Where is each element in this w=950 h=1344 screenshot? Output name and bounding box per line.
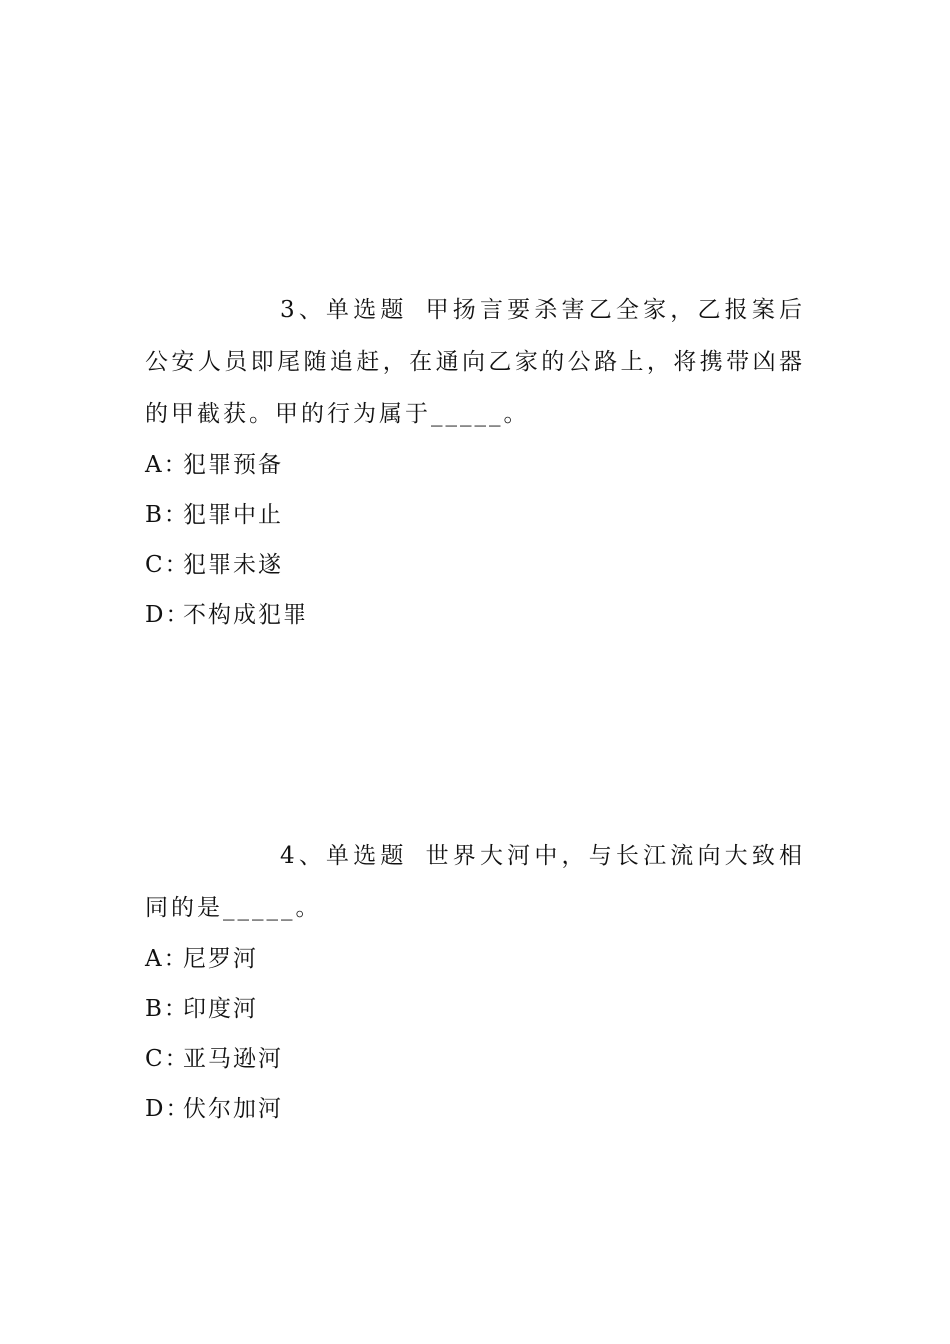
question-text: 世界大河中，与长江流向大致相同的是_____。 (145, 843, 806, 921)
option-letter: B： (145, 996, 189, 1022)
option-a (145, 440, 805, 490)
question-3 (145, 284, 805, 640)
question-text: 甲扬言要杀害乙全家，乙报案后公安人员即尾随追赶，在通向乙家的公路上，将携带凶器的甲截获。甲的行为属于_____。 (145, 297, 806, 427)
option-c (145, 1034, 805, 1084)
option-text: 伏尔加河 (183, 1096, 283, 1122)
option-letter: A： (145, 452, 189, 478)
option-list (145, 440, 805, 640)
option-text: 不构成犯罪 (183, 602, 308, 628)
option-letter: D： (145, 1096, 191, 1122)
option-d (145, 590, 805, 640)
option-b (145, 490, 805, 540)
option-d (145, 1084, 805, 1134)
option-letter: D： (145, 602, 191, 628)
question-stem (145, 830, 805, 934)
question-4 (145, 830, 805, 1134)
option-text: 犯罪中止 (183, 502, 283, 528)
option-text: 犯罪未遂 (183, 552, 283, 578)
option-text: 犯罪预备 (183, 452, 283, 478)
option-b (145, 984, 805, 1034)
option-letter: A： (145, 946, 189, 972)
question-stem (145, 284, 805, 440)
question-number: 4、 (280, 843, 327, 869)
option-letter: B： (145, 502, 189, 528)
option-letter: C： (145, 1046, 190, 1072)
option-a (145, 934, 805, 984)
option-letter: C： (145, 552, 190, 578)
option-text: 尼罗河 (183, 946, 258, 972)
option-text: 印度河 (183, 996, 258, 1022)
option-list (145, 934, 805, 1134)
question-type: 单选题 (326, 843, 408, 869)
option-text: 亚马逊河 (183, 1046, 283, 1072)
question-type: 单选题 (326, 297, 408, 323)
option-c (145, 540, 805, 590)
question-number: 3、 (280, 297, 327, 323)
